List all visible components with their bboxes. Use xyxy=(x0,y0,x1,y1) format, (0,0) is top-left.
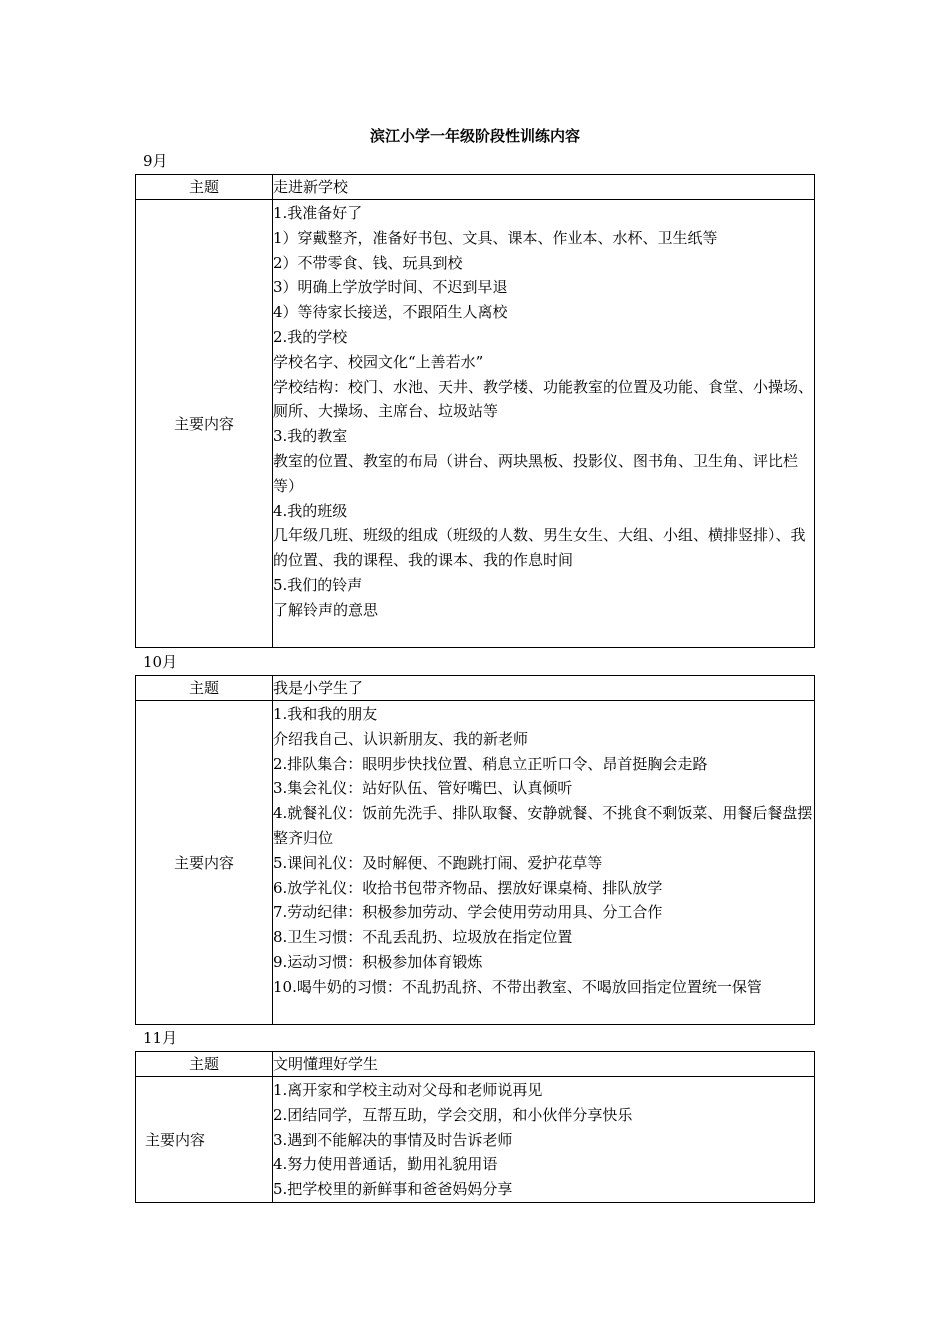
content-row xyxy=(136,701,815,1025)
content-line: 9.运动习惯：积极参加体育锻炼 xyxy=(273,952,483,971)
content-line: 5.把学校里的新鲜事和爸爸妈妈分享 xyxy=(273,1180,513,1199)
content-line: 1）穿戴整齐，准备好书包、文具、课本、作业本、水杯、卫生纸等 xyxy=(273,228,718,247)
content-line: 学校结构：校门、水池、天井、教学楼、功能教室的位置及功能、食堂、小操场、厕所、大操场、主席台、垃圾站等 xyxy=(273,377,814,421)
content-line: 了解铃声的意思 xyxy=(273,600,379,619)
training-table-november xyxy=(135,1051,815,1203)
content-line: 2.团结同学，互帮互助，学会交朋，和小伙伴分享快乐 xyxy=(273,1105,633,1124)
content-label: 主要内容 xyxy=(136,200,273,648)
content-line: 1.离开家和学校主动对父母和老师说再见 xyxy=(273,1081,543,1099)
content-line: 3.我的教室 xyxy=(273,427,348,446)
content-line: 学校名字、校园文化“上善若水” xyxy=(273,352,484,371)
theme-value: 走进新学校 xyxy=(273,175,815,200)
content-line: 6.放学礼仪：收拾书包带齐物品、摆放好课桌椅、排队放学 xyxy=(273,878,663,897)
content-line: 8.卫生习惯：不乱丢乱扔、垃圾放在指定位置 xyxy=(273,928,573,947)
content-row xyxy=(136,200,815,648)
content-line: 5.我们的铃声 xyxy=(273,575,363,594)
content-line: 10.喝牛奶的习惯：不乱扔乱挤、不带出教室、不喝放回指定位置统一保管 xyxy=(273,977,762,996)
theme-row xyxy=(136,676,815,701)
content-line: 4.我的班级 xyxy=(273,501,348,520)
theme-row xyxy=(136,1052,815,1077)
content-cell xyxy=(273,701,815,1025)
theme-label: 主题 xyxy=(136,1052,273,1077)
content-label: 主要内容 xyxy=(136,701,273,1025)
content-line: 教室的位置、教室的布局（讲台、两块黑板、投影仪、图书角、卫生角、评比栏等） xyxy=(273,451,799,495)
content-line: 介绍我自己、认识新朋友、我的新老师 xyxy=(273,729,529,748)
content-line: 5.课间礼仪：及时解便、不跑跳打闹、爱护花草等 xyxy=(273,853,603,872)
theme-label: 主题 xyxy=(136,676,273,701)
content-line: 1.我和我的朋友 xyxy=(273,705,378,723)
month-label-october: 10月 xyxy=(143,653,178,671)
content-line: 4.努力使用普通话，勤用礼貌用语 xyxy=(273,1155,498,1174)
content-cell xyxy=(273,200,815,648)
content-line: 4.就餐礼仪：饭前先洗手、排队取餐、安静就餐、不挑食不剩饭菜、用餐后餐盘摆整齐归位 xyxy=(273,804,813,847)
content-line: 3.集会礼仪：站好队伍、管好嘴巴、认真倾听 xyxy=(273,779,573,798)
training-table-october xyxy=(135,675,815,1025)
content-line: 1.我准备好了 xyxy=(273,204,363,222)
content-line: 2.我的学校 xyxy=(273,327,348,346)
content-line: 2）不带零食、钱、玩具到校 xyxy=(273,253,463,272)
content-line: 2.排队集合：眼明步快找位置、稍息立正听口令、昂首挺胸会走路 xyxy=(273,754,708,773)
theme-row xyxy=(136,175,815,200)
content-label: 主要内容 xyxy=(136,1077,273,1203)
content-cell xyxy=(273,1077,815,1203)
theme-label: 主题 xyxy=(136,175,273,200)
document-title: 滨江小学一年级阶段性训练内容 xyxy=(369,127,580,145)
theme-value: 我是小学生了 xyxy=(273,676,815,701)
content-line: 3.遇到不能解决的事情及时告诉老师 xyxy=(273,1130,513,1149)
content-row xyxy=(136,1077,815,1203)
theme-value: 文明懂理好学生 xyxy=(273,1052,815,1077)
month-label-september: 9月 xyxy=(143,152,168,170)
content-line: 7.劳动纪律：积极参加劳动、学会使用劳动用具、分工合作 xyxy=(273,903,663,922)
content-line: 几年级几班、班级的组成（班级的人数、男生女生、大组、小组、横排竖排）、我的位置、我的课程、我的课本、我的作息时间 xyxy=(273,526,806,570)
month-label-november: 11月 xyxy=(143,1029,178,1047)
content-line: 3）明确上学放学时间、不迟到早退 xyxy=(273,278,508,297)
content-line: 4）等待家长接送，不跟陌生人离校 xyxy=(273,303,508,322)
training-table-september xyxy=(135,174,815,648)
